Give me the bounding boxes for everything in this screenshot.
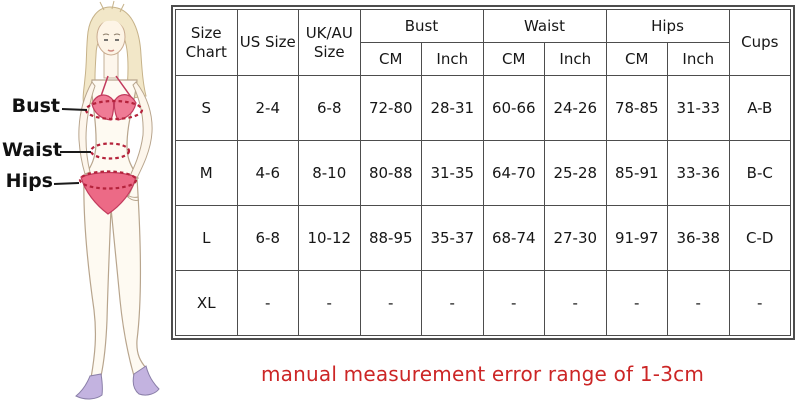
cell-bust-inch: 28-31 (422, 76, 484, 141)
bust-label: Bust (11, 95, 60, 117)
hips-label: Hips (5, 170, 53, 192)
cell-bust-inch: - (422, 271, 484, 336)
header-hips-inch: Inch (668, 43, 730, 76)
cell-waist-inch: 25-28 (545, 141, 607, 206)
measurement-illustration (0, 0, 175, 419)
header-waist-cm: CM (483, 43, 545, 76)
header-row-1 (176, 10, 791, 43)
cell-hips-cm: - (606, 271, 668, 336)
cell-hips-inch: - (668, 271, 730, 336)
header-waist-inch: Inch (545, 43, 607, 76)
cell-cups: - (729, 271, 791, 336)
cell-size: M (176, 141, 238, 206)
cell-hips-inch: 33-36 (668, 141, 730, 206)
cell-hips-inch: 36-38 (668, 206, 730, 271)
measurement-note: manual measurement error range of 1-3cm (260, 362, 704, 386)
table-row-m (176, 141, 791, 206)
cell-waist-cm: - (483, 271, 545, 336)
cell-waist-inch: 24-26 (545, 76, 607, 141)
size-table (175, 9, 791, 336)
cell-bust-cm: 80-88 (360, 141, 422, 206)
cell-size: L (176, 206, 238, 271)
cell-us-size: 4-6 (237, 141, 299, 206)
header-bust: Bust (360, 10, 483, 43)
cell-uk-au-size: 6-8 (299, 76, 361, 141)
cell-waist-inch: 27-30 (545, 206, 607, 271)
cell-bust-cm: - (360, 271, 422, 336)
header-cups: Cups (729, 10, 791, 76)
cell-size: XL (176, 271, 238, 336)
cell-uk-au-size: 8-10 (299, 141, 361, 206)
cell-hips-inch: 31-33 (668, 76, 730, 141)
table-row-s (176, 76, 791, 141)
cell-cups: C-D (729, 206, 791, 271)
cell-bust-inch: 31-35 (422, 141, 484, 206)
cell-hips-cm: 91-97 (606, 206, 668, 271)
header-bust-inch: Inch (422, 43, 484, 76)
cell-bust-inch: 35-37 (422, 206, 484, 271)
header-hips: Hips (606, 10, 729, 43)
cell-uk-au-size: 10-12 (299, 206, 361, 271)
cell-waist-inch: - (545, 271, 607, 336)
header-us-size: US Size (237, 10, 299, 76)
cell-bust-cm: 88-95 (360, 206, 422, 271)
header-uk-au-size: UK/AU Size (299, 10, 361, 76)
shoes (76, 366, 159, 399)
cell-bust-cm: 72-80 (360, 76, 422, 141)
cell-us-size: 2-4 (237, 76, 299, 141)
header-waist: Waist (483, 10, 606, 43)
size-chart-table (171, 5, 795, 340)
cell-waist-cm: 60-66 (483, 76, 545, 141)
cell-cups: A-B (729, 76, 791, 141)
cell-us-size: 6-8 (237, 206, 299, 271)
table-row-xl (176, 271, 791, 336)
header-hips-cm: CM (606, 43, 668, 76)
figure-sketch (0, 0, 175, 419)
table-row-l (176, 206, 791, 271)
cell-waist-cm: 68-74 (483, 206, 545, 271)
header-bust-cm: CM (360, 43, 422, 76)
cell-us-size: - (237, 271, 299, 336)
header-size-chart: Size Chart (176, 10, 238, 76)
cell-cups: B-C (729, 141, 791, 206)
cell-hips-cm: 78-85 (606, 76, 668, 141)
cell-size: S (176, 76, 238, 141)
cell-waist-cm: 64-70 (483, 141, 545, 206)
neck (104, 52, 118, 78)
cell-hips-cm: 85-91 (606, 141, 668, 206)
face (97, 13, 125, 55)
waist-label: Waist (2, 139, 63, 161)
cell-uk-au-size: - (299, 271, 361, 336)
